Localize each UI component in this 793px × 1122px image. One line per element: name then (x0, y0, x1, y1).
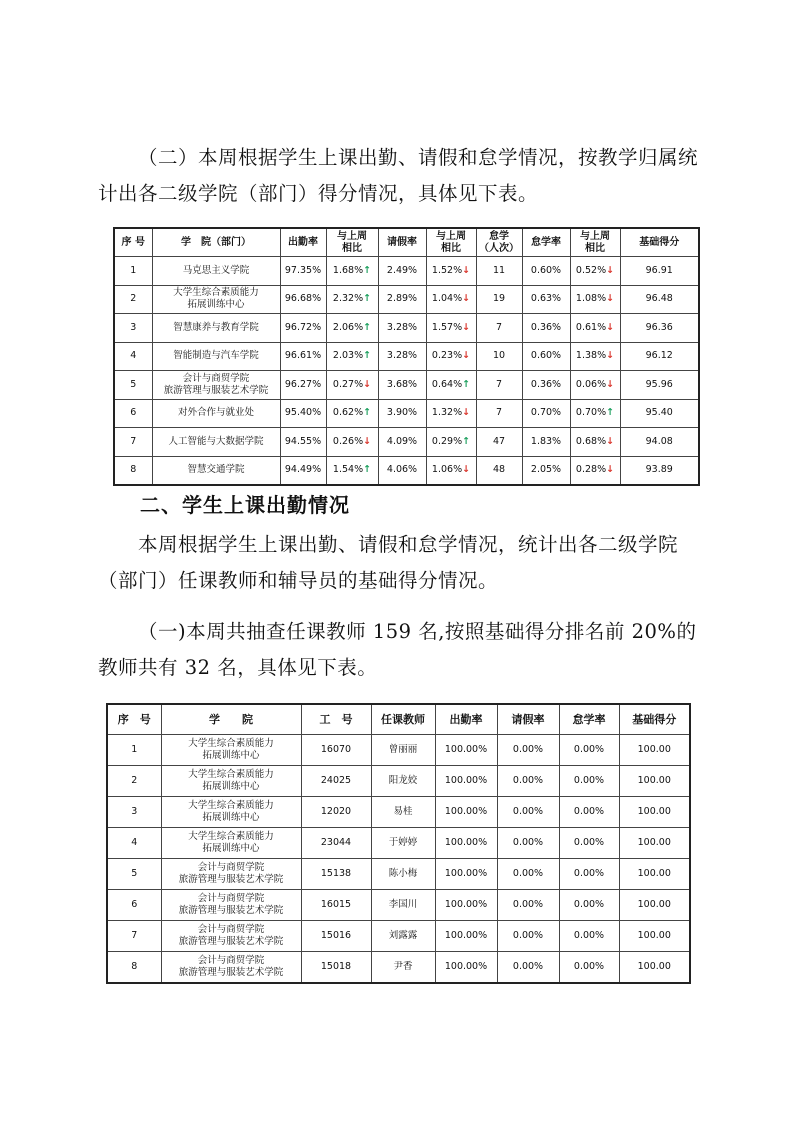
arrow-down-icon: ↓ (462, 293, 471, 305)
attendance-change-value: 2.32% (332, 293, 364, 305)
absent-rate: 1.83% (522, 428, 570, 457)
college-name: 大学生综合素质能力 拓展训练中心 (161, 766, 301, 797)
arrow-down-icon: ↓ (606, 350, 615, 362)
arrow-down-icon: ↓ (462, 464, 471, 476)
staff-id: 15138 (301, 859, 371, 890)
attendance-change-value: 0.26% (332, 435, 364, 447)
leave-rate: 0.00% (497, 890, 559, 921)
absent-rate: 0.00% (559, 828, 619, 859)
absent-change (570, 257, 620, 286)
leave-rate: 0.00% (497, 797, 559, 828)
college-name: 智慧交通学院 (152, 456, 280, 485)
attendance-rate: 96.61% (280, 342, 326, 371)
absent-change (570, 342, 620, 371)
absent-rate: 0.00% (559, 797, 619, 828)
college-name: 智能制造与汽车学院 (152, 342, 280, 371)
arrow-up-icon: ↑ (363, 264, 372, 276)
absent-count: 7 (476, 371, 522, 400)
attendance-change-value: 1.68% (332, 264, 364, 276)
leave-change (426, 314, 476, 343)
arrow-down-icon: ↓ (462, 350, 471, 362)
leave-rate: 2.49% (378, 257, 426, 286)
arrow-down-icon: ↓ (606, 464, 615, 476)
column-header: 怠学 （人次） (476, 228, 522, 257)
leave-change (426, 399, 476, 428)
column-header: 出勤率 (435, 704, 497, 735)
teacher-intro-text: （一)本周共抽查任课教师 159 名,按照基础得分排名前 20%的教师共有 32 名，具体见下表。 (98, 620, 697, 679)
absent-change (570, 314, 620, 343)
attendance-rate: 100.00% (435, 766, 497, 797)
base-score: 100.00 (619, 890, 690, 921)
table-row (107, 735, 690, 766)
arrow-down-icon: ↓ (363, 378, 372, 390)
teacher-score-table (106, 703, 691, 984)
arrow-down-icon: ↓ (606, 435, 615, 447)
attendance-rate: 97.35% (280, 257, 326, 286)
absent-count: 47 (476, 428, 522, 457)
attendance-change (326, 399, 378, 428)
leave-rate: 2.89% (378, 285, 426, 314)
row-number: 2 (114, 285, 152, 314)
absent-change (570, 371, 620, 400)
leave-change-value: 0.64% (431, 378, 463, 390)
attendance-rate: 100.00% (435, 828, 497, 859)
attendance-rate: 100.00% (435, 859, 497, 890)
table-row (114, 314, 699, 343)
college-name: 大学生综合素质能力 拓展训练中心 (161, 735, 301, 766)
base-score: 96.91 (620, 257, 699, 286)
attendance-rate: 96.72% (280, 314, 326, 343)
column-header: 学 院 (161, 704, 301, 735)
teacher-name: 尹香 (371, 952, 435, 984)
table-row (107, 890, 690, 921)
attendance-change (326, 342, 378, 371)
column-header: 学 院（部门） (152, 228, 280, 257)
attendance-change (326, 285, 378, 314)
base-score: 100.00 (619, 952, 690, 984)
absent-rate: 0.60% (522, 257, 570, 286)
attendance-change-value: 0.27% (332, 378, 364, 390)
base-score: 96.36 (620, 314, 699, 343)
leave-change-value: 1.52% (431, 264, 463, 276)
college-name: 会计与商贸学院 旅游管理与服装艺术学院 (161, 952, 301, 984)
leave-rate: 3.68% (378, 371, 426, 400)
attendance-change (326, 371, 378, 400)
column-header: 与上周 相比 (426, 228, 476, 257)
intro-paragraph (98, 140, 698, 212)
attendance-rate: 100.00% (435, 797, 497, 828)
leave-rate: 0.00% (497, 735, 559, 766)
column-header: 怠学率 (522, 228, 570, 257)
leave-change (426, 257, 476, 286)
column-header: 出勤率 (280, 228, 326, 257)
absent-change-value: 0.28% (575, 464, 607, 476)
base-score: 93.89 (620, 456, 699, 485)
base-score: 94.08 (620, 428, 699, 457)
column-header: 工 号 (301, 704, 371, 735)
table-row (114, 285, 699, 314)
college-name: 会计与商贸学院 旅游管理与服装艺术学院 (161, 859, 301, 890)
college-name: 智慧康养与教育学院 (152, 314, 280, 343)
attendance-change (326, 428, 378, 457)
absent-change-value: 0.06% (575, 378, 607, 390)
absent-count: 7 (476, 314, 522, 343)
attendance-change-value: 1.54% (332, 464, 364, 476)
base-score: 100.00 (619, 828, 690, 859)
arrow-down-icon: ↓ (462, 264, 471, 276)
base-score: 100.00 (619, 859, 690, 890)
table-header-row (107, 704, 690, 735)
attendance-rate: 100.00% (435, 952, 497, 984)
row-number: 7 (107, 921, 161, 952)
row-number: 3 (114, 314, 152, 343)
college-name: 对外合作与就业处 (152, 399, 280, 428)
row-number: 8 (107, 952, 161, 984)
row-number: 6 (114, 399, 152, 428)
leave-change-value: 0.29% (431, 435, 463, 447)
leave-change (426, 371, 476, 400)
table-row (114, 399, 699, 428)
attendance-change-value: 2.06% (332, 321, 364, 333)
absent-change (570, 399, 620, 428)
leave-change (426, 428, 476, 457)
row-number: 1 (114, 257, 152, 286)
teacher-name: 于婷婷 (371, 828, 435, 859)
teacher-intro-paragraph (98, 614, 698, 686)
absent-change-value: 0.61% (575, 321, 607, 333)
absent-count: 7 (476, 399, 522, 428)
absent-change (570, 456, 620, 485)
column-header: 与上周 相比 (326, 228, 378, 257)
staff-id: 24025 (301, 766, 371, 797)
leave-rate: 0.00% (497, 828, 559, 859)
table-row (114, 456, 699, 485)
row-number: 3 (107, 797, 161, 828)
leave-change-value: 1.04% (431, 293, 463, 305)
table-row (114, 428, 699, 457)
attendance-rate: 94.49% (280, 456, 326, 485)
column-header: 与上周 相比 (570, 228, 620, 257)
attendance-change (326, 257, 378, 286)
absent-count: 19 (476, 285, 522, 314)
absent-rate: 0.00% (559, 859, 619, 890)
leave-change-value: 1.57% (431, 321, 463, 333)
column-header: 序 号 (107, 704, 161, 735)
attendance-rate: 96.27% (280, 371, 326, 400)
column-header: 请假率 (497, 704, 559, 735)
college-name: 大学生综合素质能力 拓展训练中心 (161, 797, 301, 828)
arrow-up-icon: ↑ (363, 350, 372, 362)
arrow-up-icon: ↑ (363, 293, 372, 305)
row-number: 6 (107, 890, 161, 921)
teacher-name: 刘露露 (371, 921, 435, 952)
absent-rate: 0.00% (559, 766, 619, 797)
leave-rate: 0.00% (497, 921, 559, 952)
base-score: 96.12 (620, 342, 699, 371)
teacher-name: 易桂 (371, 797, 435, 828)
absent-change-value: 0.70% (575, 407, 607, 419)
attendance-change-value: 2.03% (332, 350, 364, 362)
column-header: 序 号 (114, 228, 152, 257)
leave-rate: 0.00% (497, 859, 559, 890)
base-score: 100.00 (619, 766, 690, 797)
arrow-up-icon: ↑ (363, 464, 372, 476)
section-heading: 二、学生上课出勤情况 (140, 493, 350, 517)
row-number: 1 (107, 735, 161, 766)
leave-rate: 3.28% (378, 314, 426, 343)
leave-change-value: 1.32% (431, 407, 463, 419)
college-name: 大学生综合素质能力 拓展训练中心 (161, 828, 301, 859)
college-name: 会计与商贸学院 旅游管理与服装艺术学院 (152, 371, 280, 400)
arrow-down-icon: ↓ (606, 293, 615, 305)
base-score: 100.00 (619, 921, 690, 952)
attendance-change (326, 456, 378, 485)
table-row (107, 797, 690, 828)
leave-change-value: 0.23% (431, 350, 463, 362)
college-name: 会计与商贸学院 旅游管理与服装艺术学院 (161, 890, 301, 921)
column-header: 怠学率 (559, 704, 619, 735)
column-header: 基础得分 (619, 704, 690, 735)
arrow-up-icon: ↑ (462, 378, 471, 390)
leave-change (426, 456, 476, 485)
absent-rate: 0.00% (559, 890, 619, 921)
leave-rate: 0.00% (497, 766, 559, 797)
row-number: 5 (107, 859, 161, 890)
teacher-name: 李国川 (371, 890, 435, 921)
table-header-row (114, 228, 699, 257)
attendance-rate: 95.40% (280, 399, 326, 428)
row-number: 2 (107, 766, 161, 797)
leave-rate: 4.09% (378, 428, 426, 457)
teacher-name: 曾丽丽 (371, 735, 435, 766)
base-score: 95.96 (620, 371, 699, 400)
table-row (107, 828, 690, 859)
absent-change-value: 1.38% (575, 350, 607, 362)
row-number: 5 (114, 371, 152, 400)
absent-change (570, 428, 620, 457)
arrow-down-icon: ↓ (606, 264, 615, 276)
college-name: 大学生综合素质能力 拓展训练中心 (152, 285, 280, 314)
absent-rate: 0.00% (559, 952, 619, 984)
base-score: 95.40 (620, 399, 699, 428)
staff-id: 12020 (301, 797, 371, 828)
arrow-up-icon: ↑ (363, 407, 372, 419)
attendance-rate: 94.55% (280, 428, 326, 457)
leave-change-value: 1.06% (431, 464, 463, 476)
leave-change (426, 285, 476, 314)
table-row (107, 921, 690, 952)
staff-id: 16015 (301, 890, 371, 921)
teacher-name: 阳龙姣 (371, 766, 435, 797)
column-header: 请假率 (378, 228, 426, 257)
absent-rate: 0.70% (522, 399, 570, 428)
leave-rate: 4.06% (378, 456, 426, 485)
absent-rate: 0.63% (522, 285, 570, 314)
absent-change (570, 285, 620, 314)
arrow-up-icon: ↑ (606, 407, 615, 419)
leave-change (426, 342, 476, 371)
attendance-rate: 100.00% (435, 921, 497, 952)
absent-count: 10 (476, 342, 522, 371)
absent-change-value: 0.68% (575, 435, 607, 447)
table-row (107, 766, 690, 797)
staff-id: 23044 (301, 828, 371, 859)
table-row (114, 342, 699, 371)
arrow-up-icon: ↑ (462, 435, 471, 447)
teacher-name: 陈小梅 (371, 859, 435, 890)
leave-rate: 3.90% (378, 399, 426, 428)
arrow-down-icon: ↓ (462, 407, 471, 419)
base-score: 96.48 (620, 285, 699, 314)
base-score: 100.00 (619, 797, 690, 828)
section-paragraph (98, 527, 698, 599)
table-row (107, 952, 690, 984)
arrow-down-icon: ↓ (606, 321, 615, 333)
column-header: 基础得分 (620, 228, 699, 257)
arrow-down-icon: ↓ (606, 378, 615, 390)
attendance-change-value: 0.62% (332, 407, 364, 419)
table-row (107, 859, 690, 890)
row-number: 8 (114, 456, 152, 485)
absent-rate: 0.60% (522, 342, 570, 371)
column-header: 任课教师 (371, 704, 435, 735)
attendance-rate: 100.00% (435, 890, 497, 921)
row-number: 7 (114, 428, 152, 457)
college-score-table (113, 227, 700, 486)
leave-rate: 0.00% (497, 952, 559, 984)
leave-rate: 3.28% (378, 342, 426, 371)
college-name: 马克思主义学院 (152, 257, 280, 286)
college-name: 人工智能与大数据学院 (152, 428, 280, 457)
college-name: 会计与商贸学院 旅游管理与服装艺术学院 (161, 921, 301, 952)
absent-rate: 2.05% (522, 456, 570, 485)
attendance-rate: 96.68% (280, 285, 326, 314)
attendance-rate: 100.00% (435, 735, 497, 766)
table-row (114, 257, 699, 286)
absent-rate: 0.00% (559, 921, 619, 952)
base-score: 100.00 (619, 735, 690, 766)
row-number: 4 (114, 342, 152, 371)
attendance-change (326, 314, 378, 343)
absent-change-value: 0.52% (575, 264, 607, 276)
absent-count: 11 (476, 257, 522, 286)
absent-count: 48 (476, 456, 522, 485)
intro-text: （二）本周根据学生上课出勤、请假和怠学情况，按教学归属统计出各二级学院（部门）得分情况，具体见下表。 (98, 146, 699, 205)
section-text: 本周根据学生上课出勤、请假和怠学情况，统计出各二级学院（部门）任课教师和辅导员的基础得分情况。 (98, 533, 679, 592)
absent-rate: 0.00% (559, 735, 619, 766)
row-number: 4 (107, 828, 161, 859)
staff-id: 16070 (301, 735, 371, 766)
absent-change-value: 1.08% (575, 293, 607, 305)
arrow-down-icon: ↓ (462, 321, 471, 333)
table-row (114, 371, 699, 400)
absent-rate: 0.36% (522, 314, 570, 343)
arrow-down-icon: ↓ (363, 435, 372, 447)
arrow-up-icon: ↑ (363, 321, 372, 333)
staff-id: 15016 (301, 921, 371, 952)
absent-rate: 0.36% (522, 371, 570, 400)
staff-id: 15018 (301, 952, 371, 984)
